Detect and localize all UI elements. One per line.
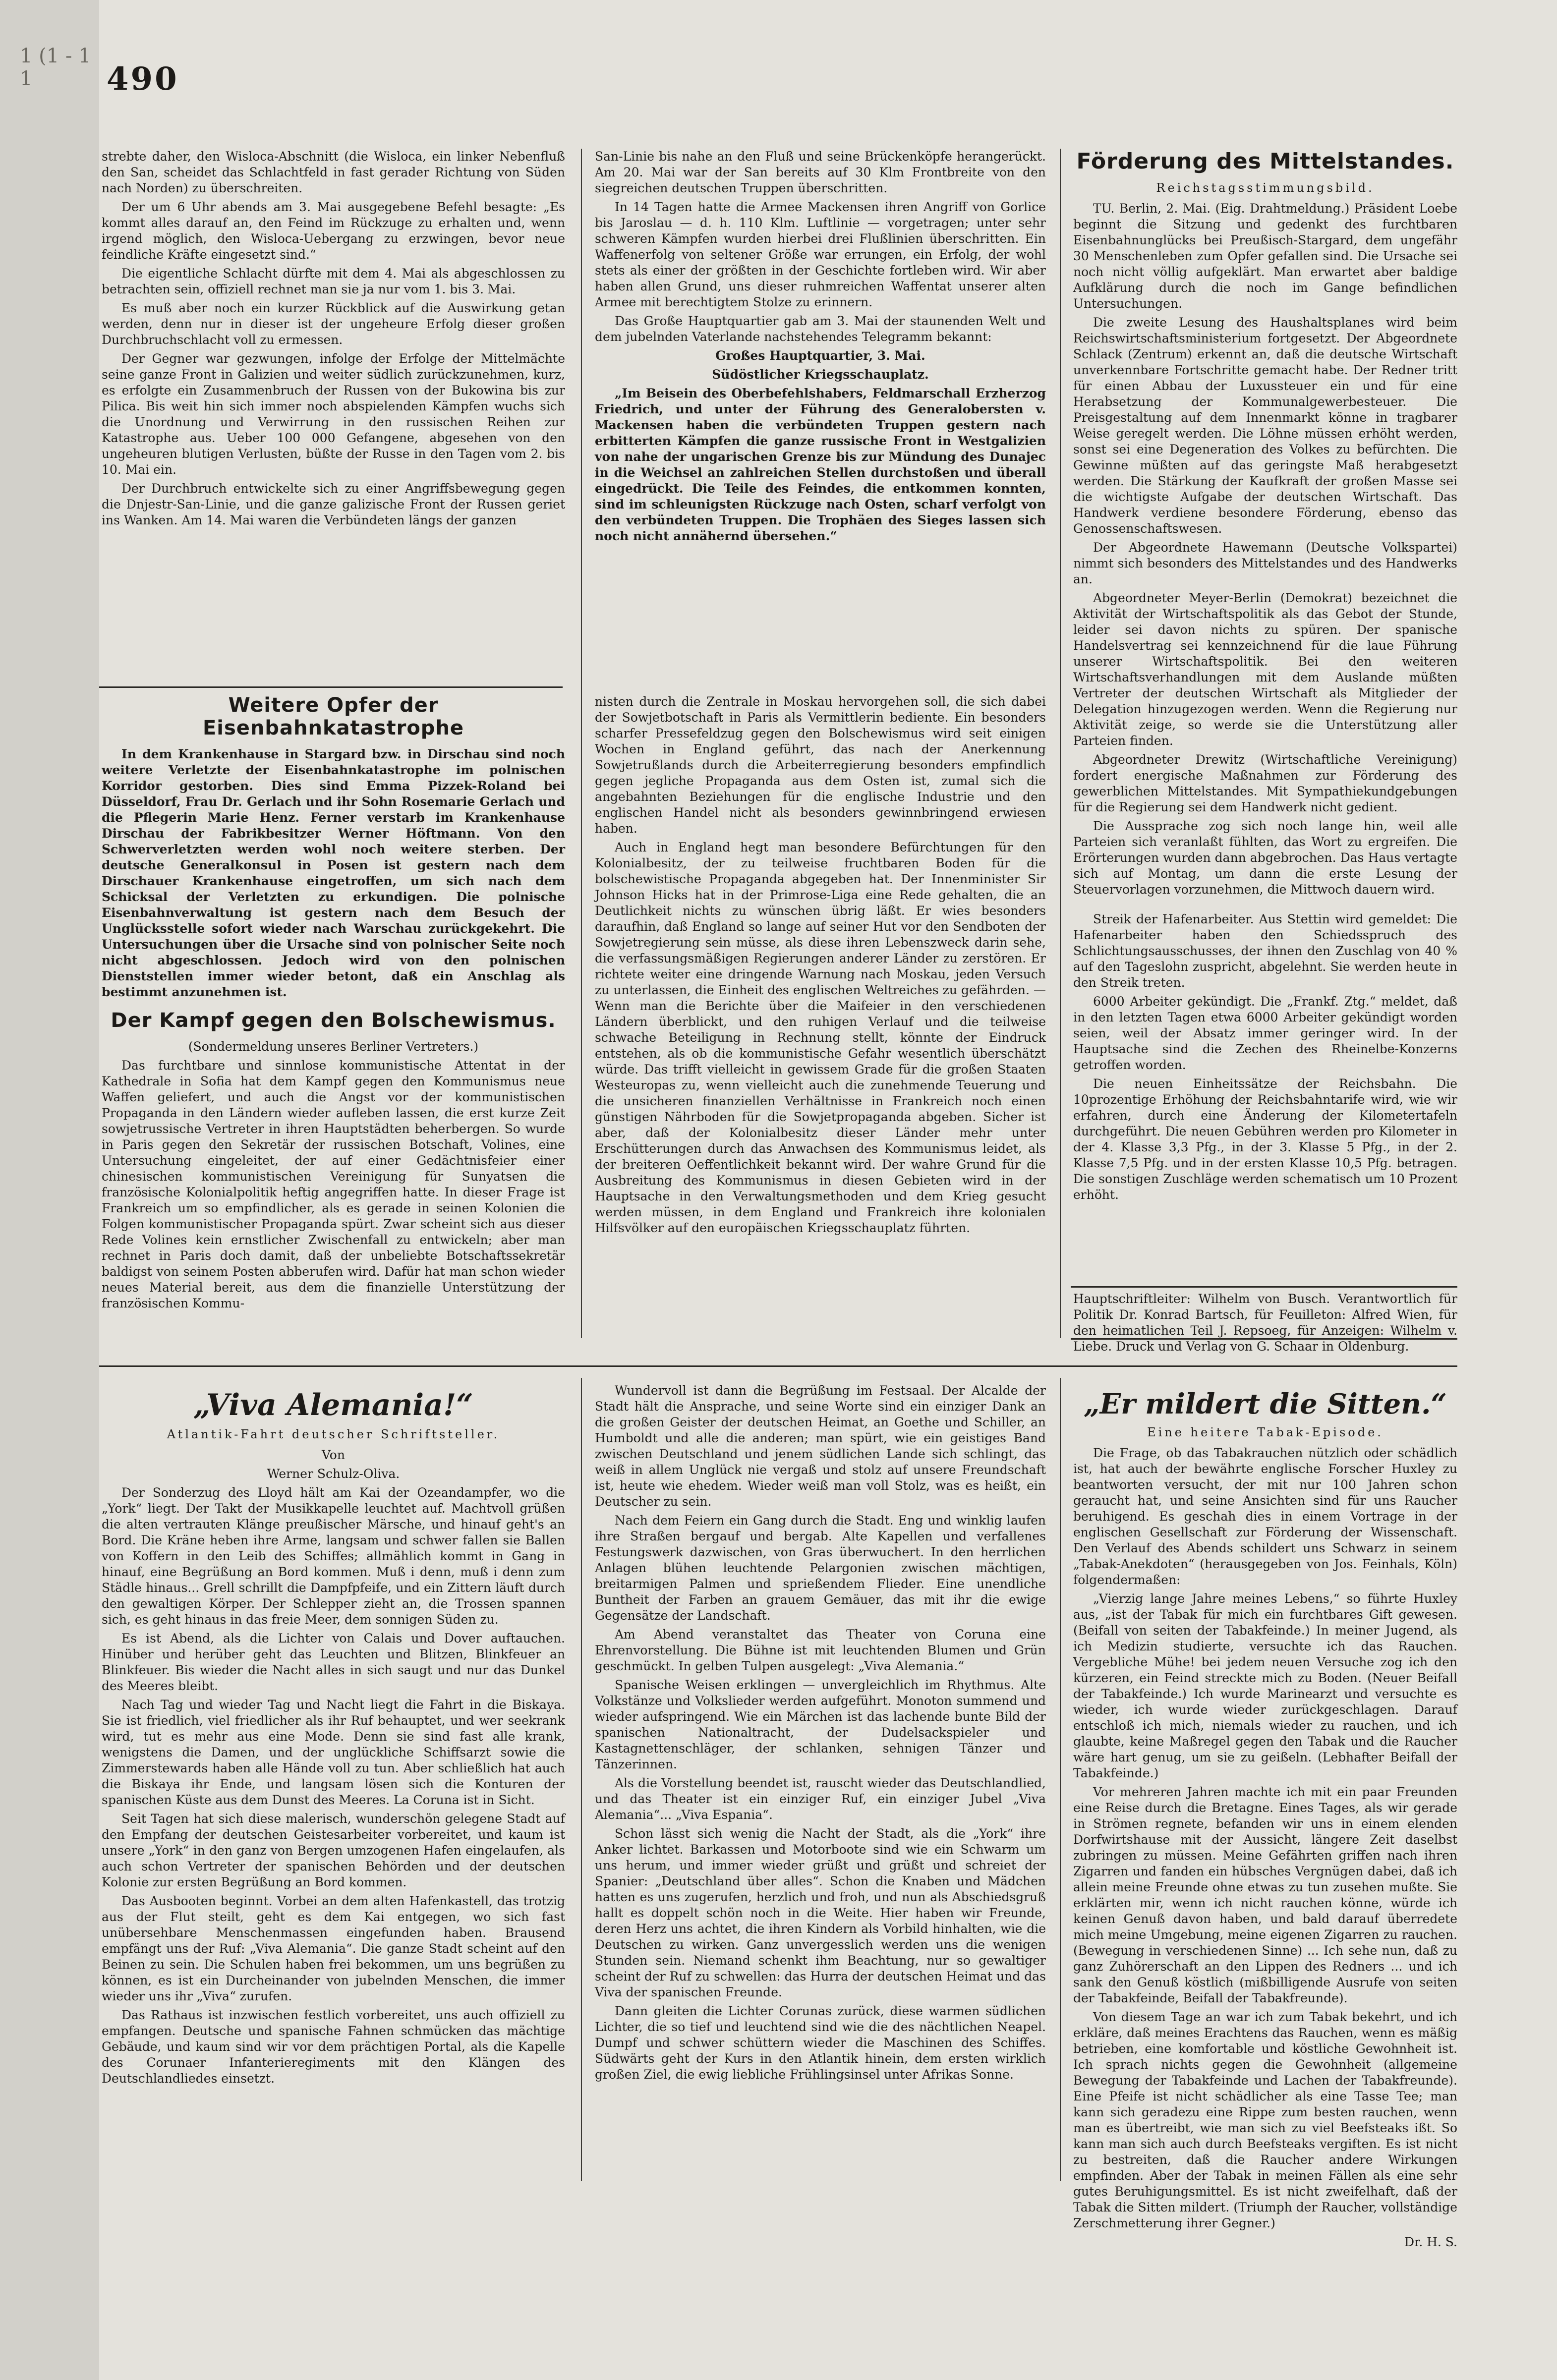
paragraph: Spanische Weisen erklingen — unvergleichlich im Rhythmus. Alte Volkstänze und Volkslieder werden aufgeführt. Monoton summend und wieder aufspringend. Wie ein Märchen ist das lachende bunte Bild der spanischen Nationaltracht, der Dudelsackspieler und Kastagnettenschläger, der schlanken, sehnigen Tänzer und Tänzerinnen. (595, 1678, 1046, 1771)
paragraph: Vor mehreren Jahren machte ich mit ein paar Freunden eine Reise durch die Bretagne. Eines Tages, als wir gerade in Strömen regnete, befanden wir uns in einem elenden Dorfwirtshause mit der Aussicht, längere Zeit daselbst zubringen zu müssen. Meine Gefährten griffen nach ihren Zigarren und fanden ein hübsches Vergnügen dabei, daß ich allein meine Freunde ohne etwas zu tun zusehen mußte. Sie erklärten mir, wenn ich nicht rauchen könne, würde ich keinen Genuß davon haben, und bald darauf überredete mich meine Umgebung, meine eigenen Zigarren zu rauchen. (Bewegung in verschiedenen Sinne) ... Ich sehe nun, daß zu ganz Zuhörerschaft an den Lippen des Redners ... und ich sank den Genuß köstlich (mißbilligende Ausrufe von seiten der Tabakfeinde, Beifall der Tabakfreunde). (1073, 1785, 1457, 2005)
paragraph: Abgeordneter Drewitz (Wirtschaftliche Vereinigung) fordert energische Maßnahmen zur Förderung des gewerblichen Mittelstandes. Mit Sympathiekundgebungen für die Regierung sei dem Handwerk nicht gedient. (1073, 752, 1457, 814)
subline-tabak: Eine heitere Tabak-Episode. (1147, 1425, 1384, 1439)
mid-column-left (102, 694, 565, 1360)
paragraph: Am Abend veranstaltet das Theater von Coruna eine Ehrenvorstellung. Die Bühne ist mit leuchtenden Blumen und Grün geschmückt. In gelben Tulpen ausgelegt: „Viva Alemania.“ (595, 1627, 1046, 1673)
column-divider (581, 149, 582, 1338)
paragraph: Der um 6 Uhr abends am 3. Mai ausgegebene Befehl besagte: „Es kommt alles darauf an, den Feind im Rückzuge zu erhalten und, wenn irgend möglich, den Wisloca-Uebergang zu erzwingen, bevor neue feindliche Kräfte eingesetzt sind.“ (102, 200, 565, 262)
paragraph: Der Durchbruch entwickelte sich zu einer Angriffsbewegung gegen die Dnjestr-San-Linie, und die ganze galizische Front der Russen geriet ins Wanken. Am 14. Mai waren die Verbündeten längs der ganzen (102, 481, 565, 527)
war-article-col1 (102, 149, 565, 681)
paragraph: Auch in England hegt man besondere Befürchtungen für den Kolonialbesitz, der zu teilweise fruchtbaren Boden für die bolschewistische Propaganda abgegeben hat. Der Innenminister Sir Johnson Hicks hat in der Primrose-Liga eine Rede gehalten, die an Deutlichkeit nichts zu wünschen übrig läßt. Er wies besonders daraufhin, daß England so lange auf seiner Hut vor den Sendboten der Sowjetregierung sein müsse, als diese ihren Lebenszweck darin sehe, die verfassungsmäßigen Regierungen anderer Länder zu zerstören. Er richtete weiter eine dringende Warnung nach Moskau, jeden Versuch zu unterlassen, die Einheit des englischen Weltreiches zu gefährden. — Wenn man die Berichte über die Maifeier in den verschiedenen Ländern überblickt, und den ruhigen Verlauf und die teilweise schwache Beteiligung in Rechnung stellt, könnte der Eindruck entstehen, als ob die kommunistische Gefahr wesentlich überschätzt würde. Das trifft vielleicht in gewissem Grade für die großen Staaten Westeuropas zu, wenn vielleicht auch die zunehmende Teuerung und die unsicheren finanziellen Verhältnisse in Frankreich noch einen günstigen Nährboden für die Sowjetpropaganda abgeben. Sicher ist aber, daß der Kolonialbesitz dieser Länder mehr unter Erschütterungen durch das Anwachsen des Kommunismus leidet, als der breiteren Oeffentlichkeit bekannt wird. Der wahre Grund für die Ausbreitung des Kommunismus in diesen Gebieten wird in der Hauptsache in den Verwaltungsmethoden und dem Krieg gesucht werden müssen, in dem England und Frankreich ihre kolonialen Hilfsvölker auf den europäischen Kriegsschauplatz führten. (595, 840, 1046, 1235)
paragraph: strebte daher, den Wisloca-Abschnitt (die Wisloca, ein linker Nebenfluß den San, scheidet das Schlachtfeld in fast gerader Richtung von Süden nach Norden) zu überschreiten. (102, 149, 565, 195)
paragraph: TU. Berlin, 2. Mai. (Eig. Drahtmeldung.) Präsident Loebe beginnt die Sitzung und gedenkt des furchtbaren Eisenbahnunglücks bei Preußisch-Stargard, dem ungefähr 30 Menschenleben zum Opfer gefallen sind. Die Ursache sei noch nicht völlig aufgeklärt. Man erwartet aber baldige Aufklärung durch die noch im Gange befindlichen Untersuchungen. (1073, 201, 1457, 311)
paragraph: Abgeordneter Meyer-Berlin (Demokrat) bezeichnet die Aktivität der Wirtschaftspolitik als das Gebot der Stunde, leider sei davon nichts zu spüren. Der spanische Handelsvertrag sei kennzeichnend für die laue Führung unserer Wirtschaftspolitik. Bei den weiteren Wirtschaftsverhandlungen mit dem Auslande müßten Vertreter der deutschen Wirtschaft als Mitglieder der Delegation hinzugezogen werden. Wenn die Regierung nur Aktivität zeige, so werde sie die Unterstützung aller Parteien finden. (1073, 591, 1457, 748)
paragraph: Die eigentliche Schlacht dürfte mit dem 4. Mai als abgeschlossen zu betrachten sein, offiziell rechnet man sie ja nur vom 1. bis 3. Mai. (102, 266, 565, 296)
paragraph: Das Ausbooten beginnt. Vorbei an dem alten Hafenkastell, das trotzig aus der Flut steilt, geht es dem Kai entgegen, wo sich fast unübersehbare Menschenmassen eingefunden haben. Brausend empfängt uns der Ruf: „Viva Alemania“. Die ganze Stadt scheint auf den Beinen zu sein. Die Schulen haben frei bekommen, um uns begrüßen zu können, es ist ein Durcheinander von jubelnden Menschen, die immer wieder uns ihr „Viva“ zurufen. (102, 1894, 565, 2003)
telegram-body: „Im Beisein des Oberbefehlshabers, Feldmarschall Erzherzog Friedrich, und unter der Führung des Generalobersten v. Mackensen haben die verbündeten Truppen gestern nach erbitterten Kämpfen die ganze russische Front in Westgalizien von nahe der ungarischen Grenze bis zur Mündung des Dunajec in die Weichsel an zahlreichen Stellen durchstoßen und überall eingedrückt. Die Teile des Feindes, die entkommen konnten, sind im schleunigsten Rückzuge nach Osten, scharf verfolgt von den verbündeten Truppen. Die Trophäen des Sieges lassen sich noch nicht annähernd übersehen.“ (595, 386, 1046, 543)
paragraph: Der Gegner war gezwungen, infolge der Erfolge der Mittelmächte seine ganze Front in Galizien und weiter südlich zurückzunehmen, kurz, es erfolgte ein Zusammenbruch der Russen von der Bukowina bis zur Pilica. Bis weit hin sich immer noch abspielenden Kämpfen wuchs sich die Unordnung und Verwirrung in den russischen Reihen zur Katastrophe aus. Ueber 100 000 Gefangene, abgesehen von den ungeheuren blutigen Verlusten, büßte der Russe in den Tagen vom 2. bis 10. Mai ein. (102, 351, 565, 477)
viva-alemania-continued (595, 1383, 1046, 2186)
section-rule (1071, 1286, 1457, 1288)
paragraph: In dem Krankenhause in Stargard bzw. in Dirschau sind noch weitere Verletzte der Eisenbahnkatastrophe im polnischen Korridor gestorben. Dies sind Emma Pizzek-Roland bei Düsseldorf, Frau Dr. Gerlach und ihr Sohn Rosemarie Gerlach und die Pflegerin Marie Henz. Ferner verstarb im Krankenhause Dirschau der Fabrikbesitzer Werner Höftmann. Von den Schwerverletzten werden wohl noch weitere sterben. Der deutsche Generalkonsul in Posen ist gestern nach dem Dirschauer Krankenhause eingetroffen, um sich nach dem Schicksal der Verletzten zu erkundigen. Die polnische Eisenbahnverwaltung ist gestern nach dem Besuch der Unglücksstelle sofort wieder nach Warschau zurückgekehrt. Die Untersuchungen über die Ursache sind von polnischer Seite noch nicht abgeschlossen. Jedoch wird von den polnischen Dienststellen immer wieder betont, daß ein Anschlag als bestimmt anzunehmen ist. (102, 747, 565, 999)
news-item: Die neuen Einheitssätze der Reichsbahn. Die 10prozentige Erhöhung der Reichsbahntarife wird, wie wir erfahren, durch eine Änderung der Kilometertafeln durchgeführt. Die neuen Gebühren werden pro Kilometer in der 4. Klasse 3,3 Pfg., in der 3. Klasse 5 Pfg., in der 2. Klasse 7,5 Pfg. und in der ersten Klasse 10,5 Pfg. betragen. Die sonstigen Zuschläge werden schematisch um 10 Prozent erhöht. (1073, 1077, 1457, 1202)
subline-berliner-vertreter: (Sondermeldung unseres Berliner Vertreters.) (188, 1039, 479, 1054)
section-rule (99, 1365, 1457, 1367)
paragraph: Wundervoll ist dann die Begrüßung im Festsaal. Der Alcalde der Stadt hält die Ansprache, und seine Worte sind ein einziger Dank an die großen Geister der deutschen Heimat, an Goethe und Schiller, an Humboldt und alle die anderen; man spürt, wie ein geistiges Band zwischen Deutschland und jenem südlichen Lande sich schlingt, das weiß in allem Unglück nie vergaß und stolz auf unsere Freundschaft ist, heute wie ehedem. Wieder weiß man voll Stolz, was es heißt, ein Deutscher zu sein. (595, 1383, 1046, 1509)
paragraph: Von diesem Tage an war ich zum Tabak bekehrt, und ich erkläre, daß meines Erachtens das Rauchen, wenn es mäßig betrieben, eine komfortable und köstliche Gewohnheit ist. Ich sprach nichts gegen die Gewohnheit (allgemeine Bewegung der Tabakfeinde und Lachen der Tabakfreunde). Eine Pfeife ist nicht schädlicher als eine Tasse Tee; man kann sich geradezu eine Rippe zum besten rauchen, wenn man es übertreibt, wie man sich zu viel Beefsteaks ißt. So kann man sich auch durch Beefsteaks vergiften. Es ist nicht zu bestreiten, daß die Raucher andere Wirkungen empfinden. Aber der Tabak in meinen Fällen als eine sehr gutes Beruhigungsmittel. Es ist nicht zweifelhaft, daß der Tabak die Sitten mildert. (Triumph der Raucher, vollständige Zerschmetterung ihrer Gegner.) (1073, 2010, 1457, 2230)
headline-eisenbahn: Weitere Opfer der Eisenbahnkatastrophe (202, 694, 464, 739)
paragraph: Seit Tagen hat sich diese malerisch, wunderschön gelegene Stadt auf den Empfang der deutschen Geistesarbeiter vorbereitet, und kaum ist unsere „York“ in den ganz von Bergen umzogenen Hafen eingelaufen, als auch schon Vertreter der spanischen Behörden und der deutschen Kolonie zur ersten Begrüßung an Bord kommen. (102, 1812, 565, 1889)
section-rule (99, 686, 563, 688)
page-margin-edge (0, 0, 99, 2380)
paragraph: Dann gleiten die Lichter Corunas zurück, diese warmen südlichen Lichter, die so tief und leuchtend sind wie die des nächtlichen Neapel. Dumpf und schwer schüttern wieder die Maschinen des Schiffes. Südwärts geht der Kurs in den Atlantik hinein, dem ersten wirklich großen Ziel, die ewig liebliche Frühlingsinsel unter Afrikas Sonne. (595, 2004, 1046, 2082)
news-item: Streik der Hafenarbeiter. Aus Stettin wird gemeldet: Die Hafenarbeiter haben den Schiedsspruch des Schlichtungsausschusses, der ihnen den Zuschlag von 40 % auf den Tageslohn zuspricht, abgelehnt. Sie werden heute in den Streik treten. (1073, 912, 1457, 990)
column-divider (581, 1378, 582, 2181)
byline-von: Von (322, 1448, 345, 1462)
margin-stub-text: 1 (1 - 1 1 (20, 45, 91, 90)
paragraph: Schon lässt sich wenig die Nacht der Stadt, als die „York“ ihre Anker lichtet. Barkassen und Motorboote sind wie ein Schwarm um uns herum, und immer wieder grüßt und grüßt und schreiet der Spanier: „Deutschland über alles“. Schon die Knaben und Mädchen hatten es uns zugerufen, herzlich und froh, und nun als Abschiedsgruß hallt es doppelt schön noch in die Weite. Hier haben wir Freunde, deren Herz uns achtet, die ihren Kindern als Vorbild hinhalten, wie die Deutschen zu wirken. Ganz unvergesslich werden uns die wenigen Stunden sein. Niemand schenkt ihm Beachtung, nur so gewaltiger scheint der Ruf zu schwellen: das Hurra der deutschen Heimat und das Viva der spanischen Freunde. (595, 1826, 1046, 1999)
paragraph: nisten durch die Zentrale in Moskau hervorgehen soll, die sich dabei der Sowjetbotschaft in Paris als Vermittlerin bediente. Ein besonders scharfer Pressefeldzug gegen den Bolschewismus wird seit einigen Wochen in England geführt, das nach der Anerkennung Sowjetrußlands durch die Arbeiterregierung besonders empfindlich gegen jegliche Propaganda aus dem Osten ist, zumal sich die angebahnten Beziehungen für die englische Industrie und den englischen Handel nicht als besonders gewinnbringend erwiesen haben. (595, 694, 1046, 836)
paragraph: Nach dem Feiern ein Gang durch die Stadt. Eng und winklig laufen ihre Straßen bergauf und bergab. Alte Kapellen und verfallenes Festungswerk dazwischen, von Gras überwuchert. In den herrlichen Anlagen blühen leuchtende Pelargonien zwischen mächtigen, breitarmigen Palmen und sprießendem Flieder. Eine unendliche Buntheit der Farben an grauem Gemäuer, das mit ihr die ewige Gegensätze der Landschaft. (595, 1513, 1046, 1623)
paragraph: Der Abgeordnete Hawemann (Deutsche Volkspartei) nimmt sich besonders des Mittelstandes und des Handwerks an. (1073, 540, 1457, 586)
paragraph: Das furchtbare und sinnlose kommunistische Attentat in der Kathedrale in Sofia hat dem Kampf gegen den Kommunismus neue Waffen geliefert, und auch die Angst vor der kommunistischen Propaganda in den Ländern wieder aufleben lassen, die erst kurze Zeit sowjetrussische Vertreter in ihren Hauptstädten beherbergen. So wurde in Paris gegen den Sekretär der russischen Botschaft, Volines, eine Untersuchung eingeleitet, der auf einer Gedächtnisfeier einer chinesischen kommunistischen Vereinigung für Sunyatsen die französische Kolonialpolitik heftig angegriffen hatte. In dieser Frage ist Frankreich um so empfindlicher, als es gerade in seinen Kolonien die Folgen kommunistischer Propaganda spürt. Zwar scheint sich aus dieser Rede Volines kein ernstlicher Zwischenfall zu entwickeln; aber man rechnet in Paris doch damit, daß der unbeliebte Botschaftssekretär baldigst von seinem Posten abberufen wird. Dafür hat man schon wieder neues Material bereit, aus dem die finanzielle Unterstützung der französischen Kommu- (102, 1058, 565, 1310)
viva-alemania-article (102, 1383, 565, 2186)
paragraph: Die zweite Lesung des Haushaltsplanes wird beim Reichswirtschaftsministerium fortgesetzt. Der Abgeordnete Schlack (Zentrum) erkennt an, daß die deutsche Wirtschaft unverkennbare Fortschritte gemacht habe. Der Redner tritt für einen Abbau der Luxussteuer ein und für eine Herabsetzung der Kommunalgewerbesteuer. Die Preisgestaltung auf dem Innenmarkt könne in tragbarer Weise geregelt werden. Die Löhne müssen erhöht werden, sonst sei eine Degeneration des Volkes zu befürchten. Die Gewinne müßten auf das geringste Maß herabgesetzt werden. Die Stärkung der Kaufkraft der großen Masse sei die wichtigste Aufgabe der deutschen Wirtschaft. Das Handwerk verdiene besondere Förderung, ebenso das Genossenschaftswesen. (1073, 315, 1457, 536)
paragraph: Die Frage, ob das Tabakrauchen nützlich oder schädlich ist, hat auch der bewährte englische Forscher Huxley zu beantworten versucht, der mit nur 100 Jahren schon geraucht hat, und seine Ansichten sind für uns Raucher beruhigend. Es geschah dies in einem Vortrage in der englischen Gesellschaft zur Förderung der Wissenschaft. Den Verlauf des Abends schildert uns Schwarz in seinem „Tabak-Anekdoten“ (herausgegeben von Jos. Feinhals, Köln) folgendermaßen: (1073, 1446, 1457, 1587)
headline-mittelstand: Förderung des Mittelstandes. (1076, 149, 1454, 174)
column-divider (1060, 149, 1061, 1338)
imprint: Hauptschriftleiter: Wilhelm von Busch. Verantwortlich für Politik Dr. Konrad Bartsch, für Feuilleton: Alfred Wien, für den heimatlichen Teil J. Repsoeg, für Anzeigen: Wilhelm v. Liebe. Druck und Verlag von G. Schaar in Oldenburg. (1073, 1292, 1457, 1354)
headline-bolschewismus: Der Kampf gegen den Bolschewismus. (111, 1009, 556, 1032)
paragraph: „Vierzig lange Jahre meines Lebens,“ so führte Huxley aus, „ist der Tabak für mich ein furchtbares Gift gewesen. (Beifall von seiten der Tabakfeinde.) In meiner Jugend, als ich Medizin studierte, versuchte ich das Rauchen. Vergebliche Mühe! bei jedem neuen Versuche zog ich den kürzeren, ein Feind streckte mich zu Boden. (Neuer Beifall der Tabakfeinde.) Ich wurde Marinearzt und versuchte es wieder, ich wurde wieder zurückgeschlagen. Darauf entschloß ich mich, niemals wieder zu rauchen, und ich glaubte, keine Maßregel gegen den Tabak und die Raucher wäre hart genug, um sie zu geißeln. (Lebhafter Beifall der Tabakfeinde.) (1073, 1591, 1457, 1780)
news-item: 6000 Arbeiter gekündigt. Die „Frankf. Ztg.“ meldet, daß in den letzten Tagen etwa 6000 Arbeiter gekündigt worden seien, weil der Absatz immer geringer wird. In der Hauptsache sind die Zechen des Rheinelbe-Konzerns getroffen worden. (1073, 994, 1457, 1072)
paragraph: Es muß aber noch ein kurzer Rückblick auf die Auswirkung getan werden, denn nur in dieser ist der ungeheure Erfolg dieser großen Durchbruchschlacht voll zu ermessen. (102, 301, 565, 347)
tabak-article (1073, 1383, 1457, 2249)
paragraph: Das Große Hauptquartier gab am 3. Mai der staunenden Welt und dem jubelnden Vaterlande nachstehendes Telegramm bekannt: (595, 314, 1046, 344)
paragraph: Das Rathaus ist inzwischen festlich vorbereitet, uns auch offiziell zu empfangen. Deutsche und spanische Fahnen schmücken das mächtige Gebäude, und kaum sind wir vor dem prächtigen Portal, als die Kapelle des Corunaer Infanterieregiments mit den Klängen des Deutschlandliedes einsetzt. (102, 2008, 565, 2086)
headline-viva-alemania: „Viva Alemania!“ (193, 1388, 473, 1422)
mid-column-right (595, 694, 1046, 1360)
subline-atlantik: Atlantik-Fahrt deutscher Schriftsteller. (167, 1427, 500, 1441)
telegram-subheading: Südöstlicher Kriegsschauplatz. (712, 367, 929, 382)
reichstag-column (1073, 149, 1457, 1284)
telegram-heading: Großes Hauptquartier, 3. Mai. (715, 348, 925, 363)
column-divider (1060, 1378, 1061, 2181)
page-number: 490 (107, 60, 179, 98)
paragraph: Als die Vorstellung beendet ist, rauscht wieder das Deutschlandlied, und das Theater ist ein einziger Ruf, ein einziger Jubel „Viva Alemania“... „Viva Espania“. (595, 1776, 1046, 1822)
paragraph: San-Linie bis nahe an den Fluß und seine Brückenköpfe herangerückt. Am 20. Mai war der San bereits auf 30 Klm Frontbreite von den siegreichen deutschen Truppen überschritten. (595, 149, 1046, 195)
paragraph: Die Aussprache zog sich noch lange hin, weil alle Parteien sich veranlaßt fühlten, das Wort zu ergreifen. Die Erörterungen wurden dann abgebrochen. Das Haus vertagte sich auf Montag, um dann die erste Lesung der Steuervorlagen vorzunehmen, die Mittwoch dauern wird. (1073, 819, 1457, 897)
article-signature: Dr. H. S. (1404, 2235, 1457, 2249)
war-article-col2 (595, 149, 1046, 681)
paragraph: Der Sonderzug des Lloyd hält am Kai der Ozeandampfer, wo die „York“ liegt. Der Takt der Musikkapelle leuchtet auf. Machtvoll grüßen die alten vertrauten Klänge preußischer Märsche, und hinauf geht's an Bord. Die Kräne heben ihre Arme, langsam und schwer fallen sie Ballen von Koffern in den Leib des Schiffes; allmählich kommt in Gang in hinauf, eine Begrüßung an Bord kommen. Muß i denn, muß i denn zum Städle hinaus... Grell schrillt die Dampfpfeife, und ein Zittern läuft durch den gewaltigen Körper. Der Schlepper zieht an, die Trossen spannen sich, es geht hinaus in das freie Meer, dem sonnigen Süden zu. (102, 1485, 565, 1627)
headline-sitten: „Er mildert die Sitten.“ (1084, 1388, 1447, 1420)
byline-author: Werner Schulz-Oliva. (267, 1467, 400, 1481)
paragraph: In 14 Tagen hatte die Armee Mackensen ihren Angriff von Gorlice bis Jaroslau — d. h. 110 Klm. Luftlinie — vorgetragen; unter sehr schweren Kämpfen wurden hierbei drei Flußlinien überschritten. Ein Waffenerfolg von seltener Größe war errungen, ein Erfolg, der wohl stets als einer der größten in der Geschichte fortleben wird. Wir aber haben allen Grund, uns dieser ruhmreichen Waffentat unserer alten Armee mit berechtigtem Stolze zu erinnern. (595, 200, 1046, 309)
imprint-block (1073, 1291, 1457, 1354)
paragraph: Es ist Abend, als die Lichter von Calais und Dover auftauchen. Hinüber und herüber geht das Leuchten und Blitzen, Blinkfeuer an Blinkfeuer. Bis wieder die Nacht alles in sich saugt und nur das Dunkel des Meeres bleibt. (102, 1631, 565, 1693)
paragraph: Nach Tag und wieder Tag und Nacht liegt die Fahrt in die Biskaya. Sie ist friedlich, viel friedlicher als ihr Ruf behauptet, und wer seekrank wird, tut es mehr aus eine Mode. Denn sie sind fast alle krank, wenigstens die Damen, und der unglückliche Schiffsarzt sowie die Zimmerstewards haben alle Hände voll zu tun. Aber schließlich hat auch die Biskaya ihr Ende, und langsam lösen sich die Konturen der spanischen Küste aus dem Dunst des Meeres. La Coruna ist in Sicht. (102, 1698, 565, 1807)
subline-reichstag: Reichstagsstimmungsbild. (1156, 181, 1375, 195)
